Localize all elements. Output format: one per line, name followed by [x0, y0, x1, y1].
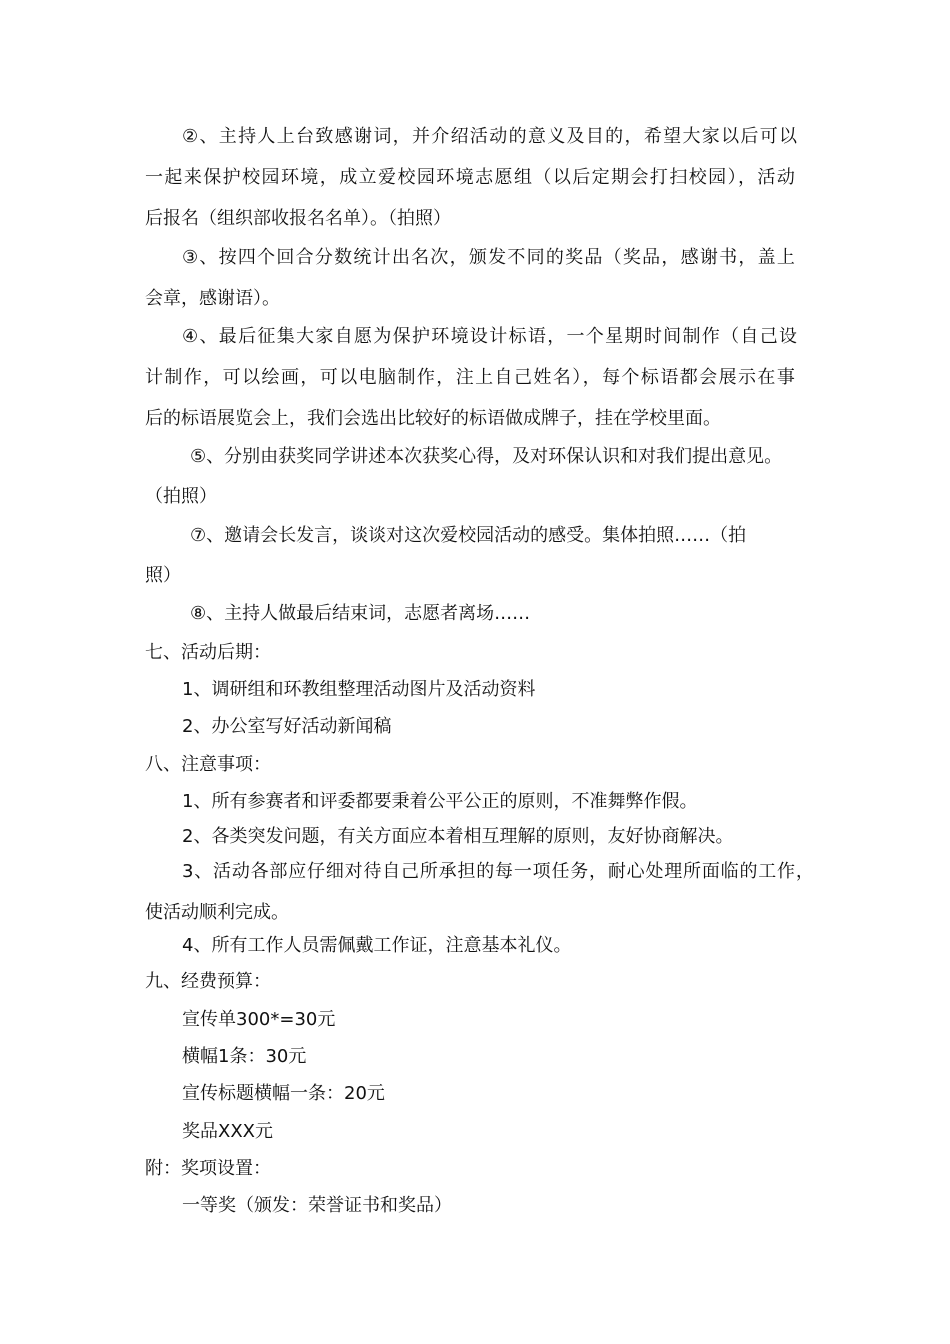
section-8-item-2: 2、各类突发问题，有关方面应本着相互理解的原则，友好协商解决。: [182, 826, 734, 847]
step-4-line-2: 计制作，可以绘画，可以电脑制作，注上自己姓名），每个标语都会展示在事: [145, 367, 797, 388]
budget-prizes: 奖品XXX元: [182, 1121, 273, 1142]
section-8-item-4: 4、所有工作人员需佩戴工作证，注意基本礼仪。: [182, 935, 572, 956]
step-3-line-1: ③、按四个回合分数统计出名次，颁发不同的奖品（奖品，感谢书，盖上: [182, 247, 797, 268]
step-4-line-3: 后的标语展览会上，我们会选出比较好的标语做成牌子，挂在学校里面。: [145, 408, 721, 429]
step-7-line-2: 照）: [145, 565, 181, 586]
step-8-line: ⑧、主持人做最后结束词，志愿者离场……: [190, 603, 531, 624]
step-5-line-2: （拍照）: [145, 486, 217, 507]
step-3-line-2: 会章，感谢语）。: [145, 288, 280, 309]
appendix-heading: 附：奖项设置：: [145, 1158, 271, 1179]
section-7-heading: 七、活动后期：: [145, 642, 271, 663]
section-8-item-3-line-1: 3、活动各部应仔细对待自己所承担的每一项任务，耐心处理所面临的工作，: [182, 861, 815, 882]
step-2-line-2: 一起来保护校园环境，成立爱校园环境志愿组（以后定期会打扫校园），活动: [145, 167, 797, 188]
section-8-item-3-line-2: 使活动顺利完成。: [145, 902, 289, 923]
section-8-item-1: 1、所有参赛者和评委都要秉着公平公正的原则，不准舞弊作假。: [182, 791, 698, 812]
section-9-heading: 九、经费预算：: [145, 971, 271, 992]
section-7-item-2: 2、办公室写好活动新闻稿: [182, 716, 392, 737]
step-7-line-1: ⑦、邀请会长发言，谈谈对这次爱校园活动的感受。集体拍照……（拍: [190, 525, 747, 546]
section-8-heading: 八、注意事项：: [145, 754, 271, 775]
step-2-line-1: ②、主持人上台致感谢词，并介绍活动的意义及目的，希望大家以后可以: [182, 126, 799, 147]
step-2-line-3: 后报名（组织部收报名名单）。（拍照）: [145, 208, 451, 229]
budget-banner: 横幅1条：30元: [182, 1046, 307, 1067]
section-7-item-1: 1、调研组和环教组整理活动图片及活动资料: [182, 679, 536, 700]
step-5-line-1: ⑤、分别由获奖同学讲述本次获奖心得，及对环保认识和对我们提出意见。: [190, 446, 783, 467]
first-prize: 一等奖（颁发：荣誉证书和奖品）: [182, 1195, 452, 1216]
budget-leaflet: 宣传单300*=30元: [182, 1009, 336, 1030]
step-4-line-1: ④、最后征集大家自愿为保护环境设计标语，一个星期时间制作（自己设: [182, 326, 799, 347]
budget-title-banner: 宣传标题横幅一条：20元: [182, 1083, 385, 1104]
